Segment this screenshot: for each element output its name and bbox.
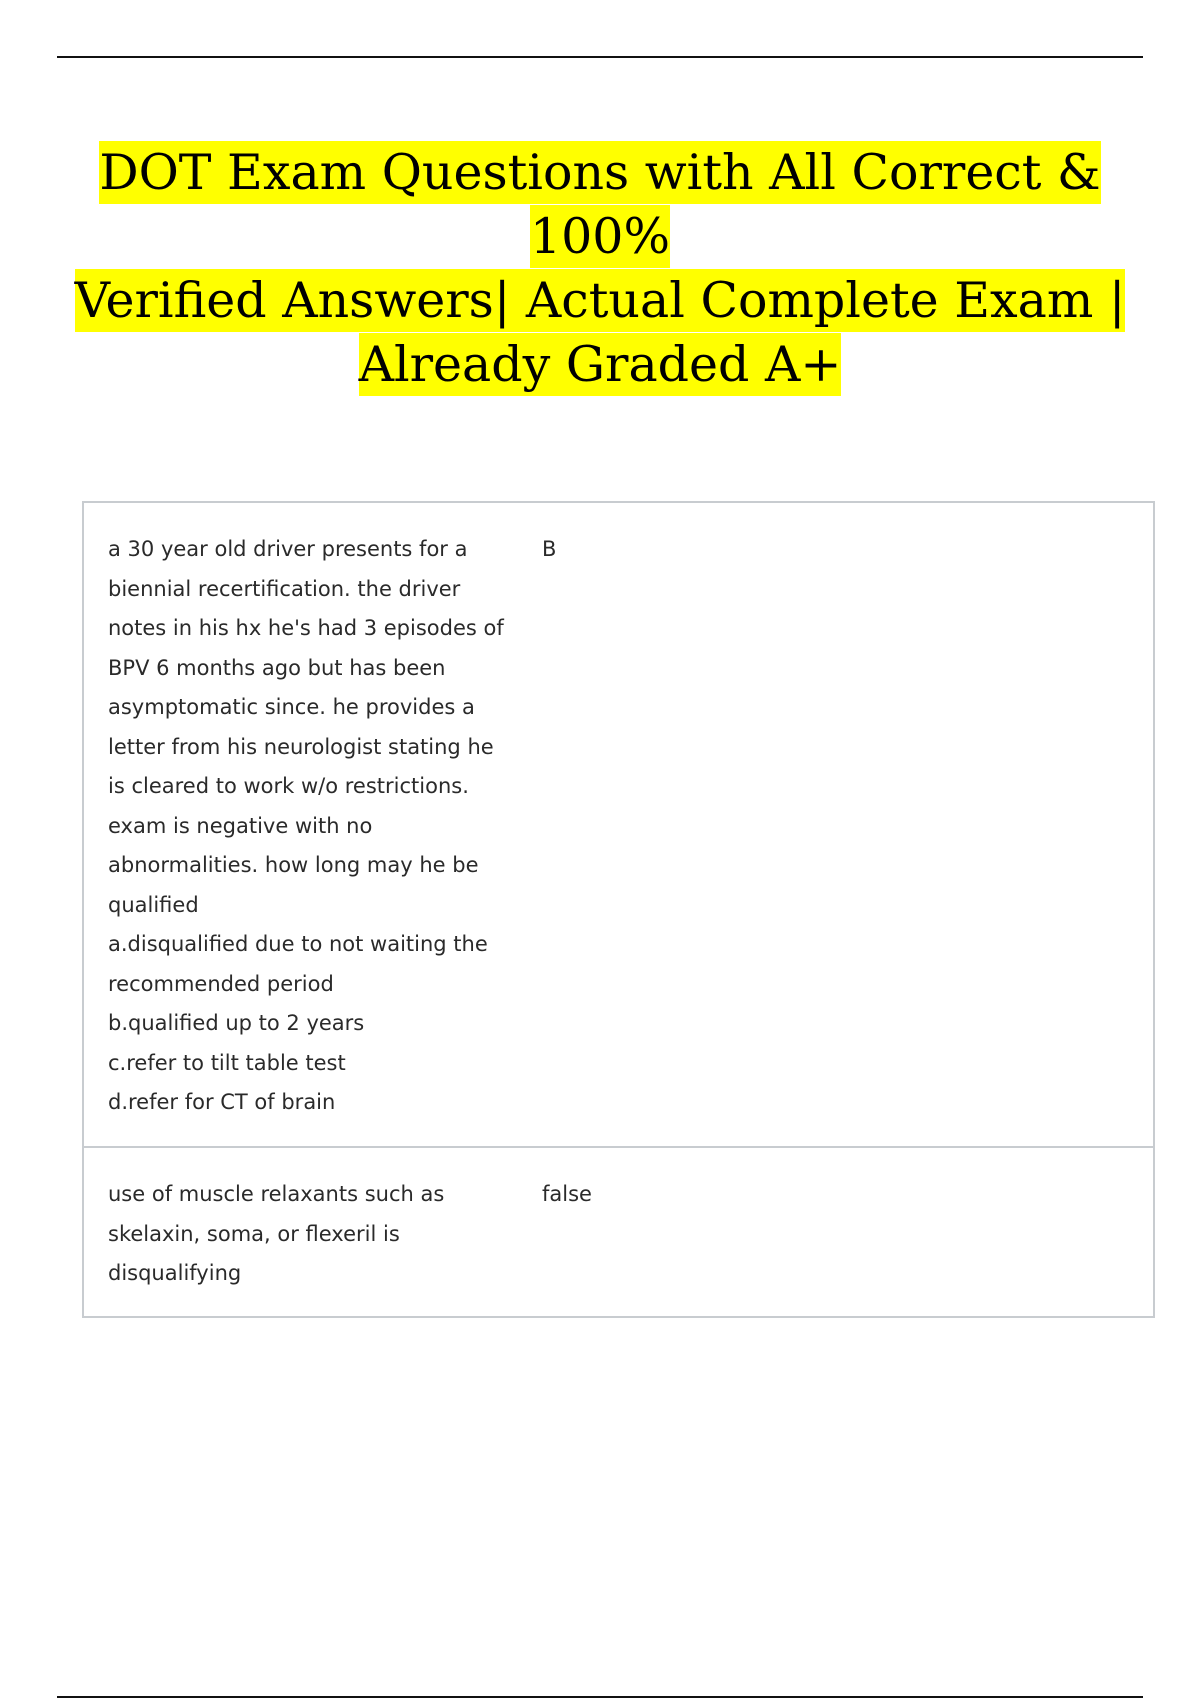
question-text: a 30 year old driver presents for a biennial recertification. the driver notes in his hx he's had 3 episodes of BPV 6 months ago but has been asymptomatic since. he provides a letter from his neurologist stating he is cleared to work w/o restrictions. exam is negative with no abnormalities. how long may he be qualified a.disqualified due to not waiting the recommended period b.qualified up to 2 years c.refer to tilt table test d.refer for CT of brain <box>108 537 504 1114</box>
qa-row <box>84 1146 1153 1316</box>
title-line-2: Verified Answers| Actual Complete Exam | <box>75 269 1126 332</box>
document-title <box>40 141 1160 397</box>
top-rule <box>57 56 1143 58</box>
title-line-3: Already Graded A+ <box>359 333 842 396</box>
qa-row <box>84 503 1153 1146</box>
answer-text: false <box>542 1182 592 1206</box>
qa-table <box>82 501 1155 1318</box>
answer-text: B <box>542 537 557 561</box>
bottom-rule <box>57 1696 1143 1698</box>
question-text: use of muscle relaxants such as skelaxin, soma, or flexeril is disqualifying <box>108 1182 445 1285</box>
title-line-1: DOT Exam Questions with All Correct & 100% <box>99 141 1100 268</box>
